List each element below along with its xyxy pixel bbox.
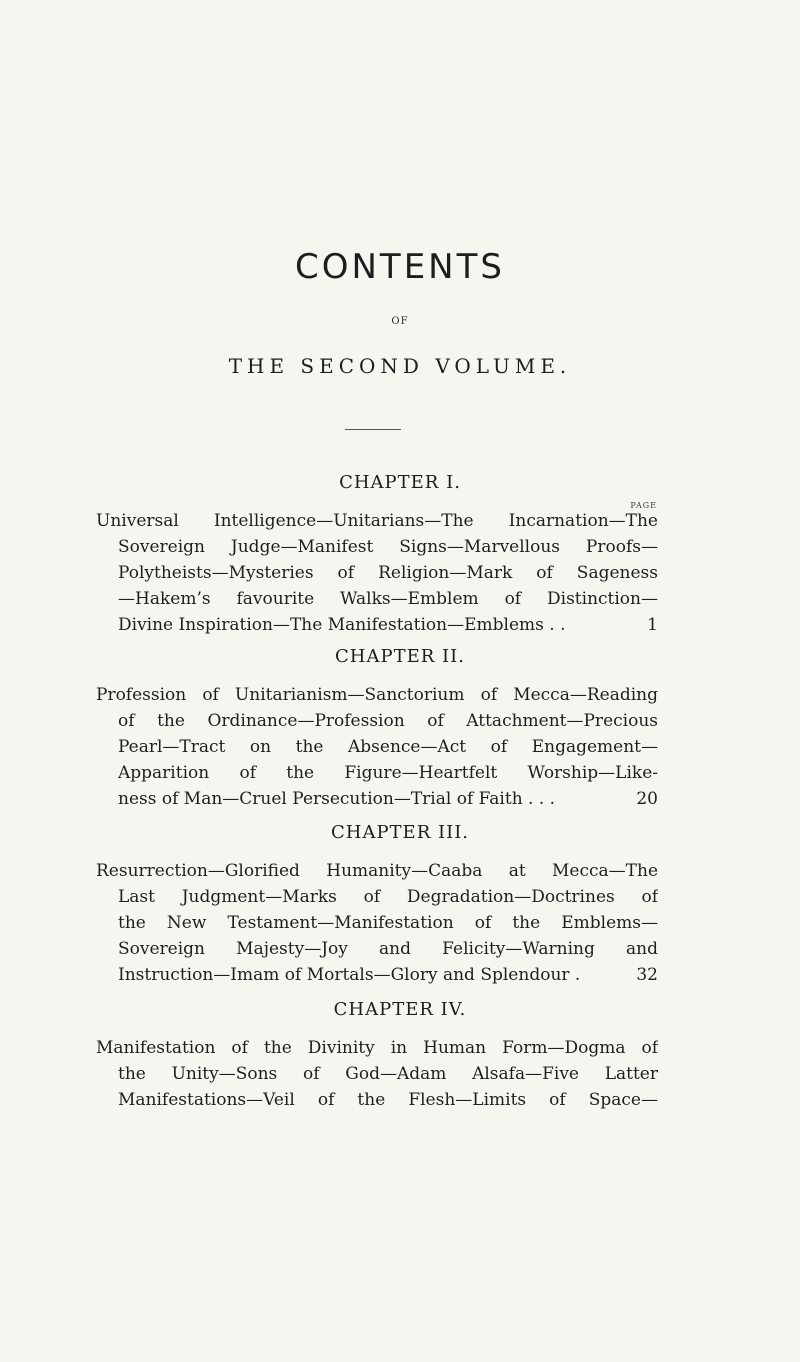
chapter-2-line-3: Pearl—Tract on the Absence—Act of Engagement— xyxy=(118,737,658,757)
chapter-1-line-1: Universal Intelligence—Unitarians—The Incarnation—The xyxy=(96,511,658,531)
chapter-3-line-5: Instruction—Imam of Mortals—Glory and Splendour . 32 xyxy=(96,962,658,988)
chapter-1-line-4: —Hakem’s favourite Walks—Emblem of Distinction— xyxy=(118,589,658,609)
chapter-2-heading: CHAPTER II. xyxy=(335,646,465,667)
chapter-4-heading: CHAPTER IV. xyxy=(333,999,467,1020)
chapter-2-line-1: Profession of Unitarianism—Sanctorium of Mecca—Reading xyxy=(96,685,658,705)
chapter-3-line-1: Resurrection—Glorified Humanity—Caaba at Mecca—The xyxy=(96,861,658,881)
chapter-3-line-2: Last Judgment—Marks of Degradation—Doctrines of xyxy=(118,887,658,907)
chapter-2-line-4: Apparition of the Figure—Heartfelt Worship—Like- xyxy=(118,763,658,783)
chapter-3-heading: CHAPTER III. xyxy=(330,822,470,843)
of-label: OF xyxy=(391,316,409,327)
contents-title: CONTENTS xyxy=(295,247,505,287)
chapter-1-entry xyxy=(96,508,658,638)
chapter-1-heading: CHAPTER I. xyxy=(339,472,461,493)
chapter-1-line-2: Sovereign Judge—Manifest Signs—Marvellous Proofs— xyxy=(118,537,658,557)
chapter-3-line-4: Sovereign Majesty—Joy and Felicity—Warning and xyxy=(118,939,658,959)
chapter-4-line-2: the Unity—Sons of God—Adam Alsafa—Five Latter xyxy=(118,1064,658,1084)
chapter-3-entry xyxy=(96,858,658,988)
chapter-1-line-5: Divine Inspiration—The Manifestation—Emblems . . 1 xyxy=(96,612,658,638)
chapter-3-line-3: the New Testament—Manifestation of the Emblems— xyxy=(118,913,658,933)
page-column-label: PAGE xyxy=(630,501,657,510)
chapter-4-line-3: Manifestations—Veil of the Flesh—Limits of Space— xyxy=(118,1090,658,1110)
chapter-1-line-3: Polytheists—Mysteries of Religion—Mark of Sageness xyxy=(118,563,658,583)
chapter-4-line-1: Manifestation of the Divinity in Human Form—Dogma of xyxy=(96,1038,658,1058)
chapter-2-page-number: 20 xyxy=(636,789,658,809)
chapter-4-entry xyxy=(96,1035,658,1113)
divider-rule xyxy=(345,429,401,430)
chapter-2-entry xyxy=(96,682,658,812)
chapter-3-page-number: 32 xyxy=(636,965,658,985)
volume-subtitle: THE SECOND VOLUME. xyxy=(228,354,572,378)
chapter-1-page-number: 1 xyxy=(647,615,658,635)
chapter-2-line-2: of the Ordinance—Profession of Attachment—Precious xyxy=(118,711,658,731)
chapter-2-line-5: ness of Man—Cruel Persecution—Trial of Faith . . . 20 xyxy=(96,786,658,812)
